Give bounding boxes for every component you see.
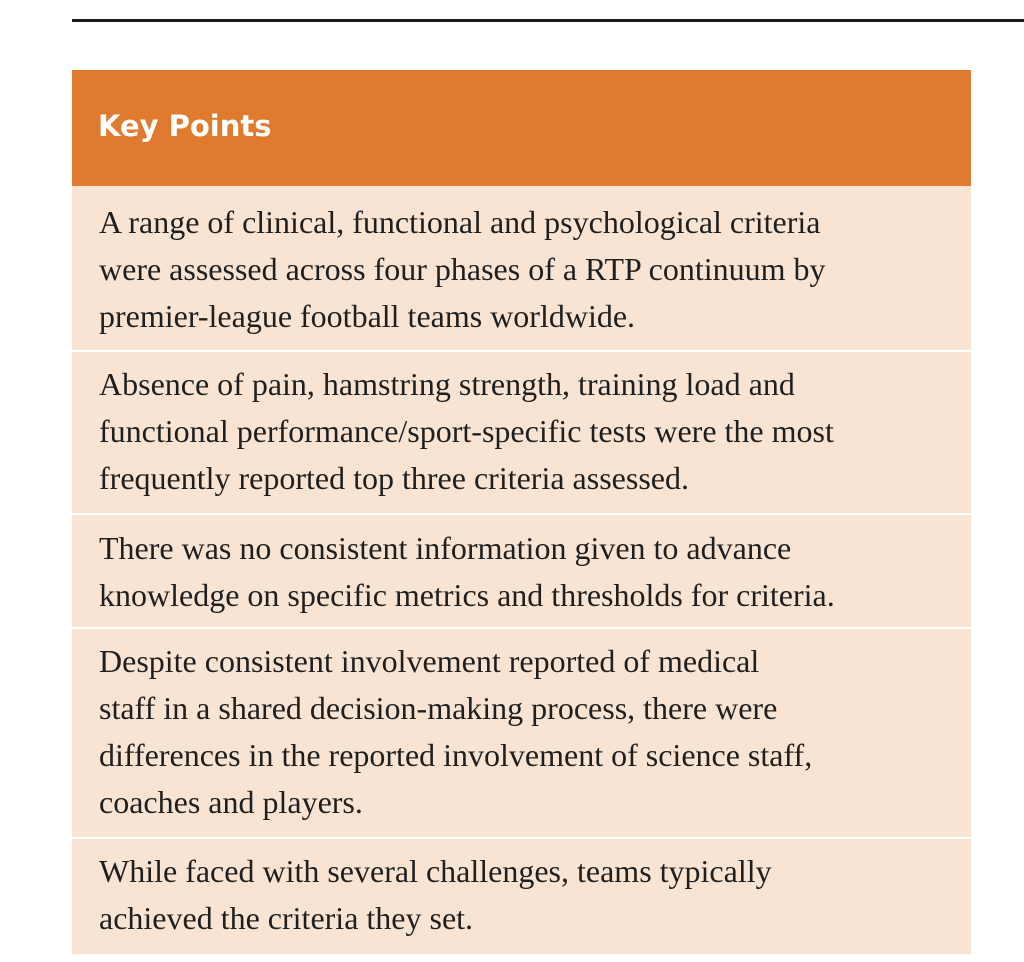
key-point-5-line-2: achieved the criteria they set. [99,900,474,936]
key-point-1 [99,199,967,340]
divider-2 [72,513,971,515]
key-point-4-line-4: coaches and players. [99,784,363,820]
key-point-4 [99,638,967,826]
key-point-3-line-1: There was no consistent information given to advance [99,530,792,566]
key-point-2-line-1: Absence of pain, hamstring strength, training load and [99,366,795,402]
key-point-2-line-3: frequently reported top three criteria assessed. [99,460,689,496]
key-points-box [72,70,971,954]
key-point-4-line-2: staff in a shared decision-making process, there were [99,690,778,726]
key-point-4-line-3: differences in the reported involvement of science staff, [99,737,813,773]
key-point-5 [99,848,967,942]
key-point-2 [99,361,967,502]
key-point-3 [99,525,967,619]
key-point-5-line-1: While faced with several challenges, teams typically [99,853,772,889]
divider-3 [72,627,971,629]
key-point-4-line-1: Despite consistent involvement reported of medical [99,643,760,679]
key-point-3-line-2: knowledge on specific metrics and thresholds for criteria. [99,577,835,613]
divider-4 [72,837,971,839]
key-point-1-line-2: were assessed across four phases of a RTP continuum by [99,251,826,287]
key-point-2-line-2: functional performance/sport-specific tests were the most [99,413,834,449]
top-rule [72,19,1024,22]
key-point-1-line-3: premier-league football teams worldwide. [99,298,636,334]
key-point-1-line-1: A range of clinical, functional and psychological criteria [99,204,821,240]
divider-1 [72,350,971,352]
key-points-title: Key Points [98,109,272,143]
key-points-header [72,70,971,186]
